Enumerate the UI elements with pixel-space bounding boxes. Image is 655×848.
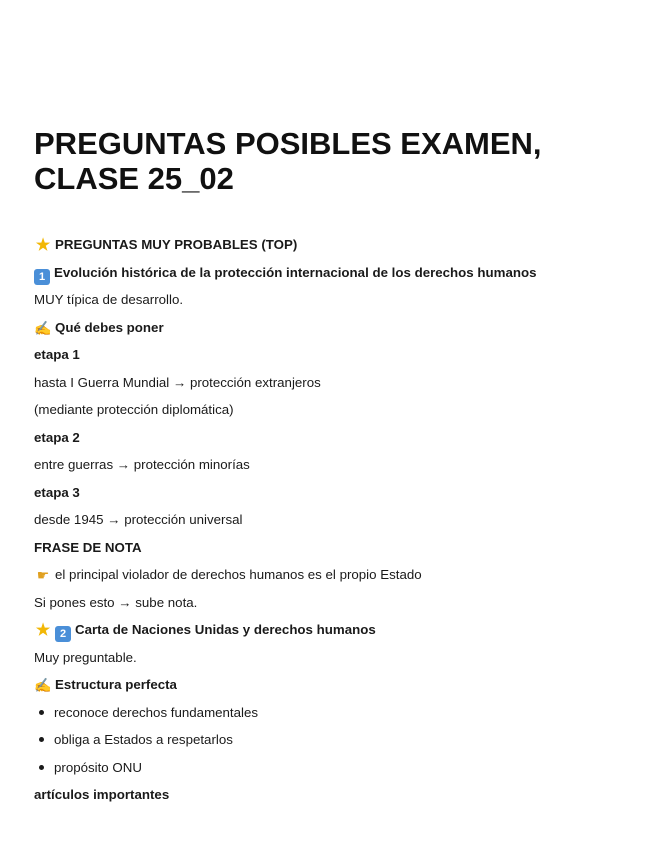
structure-heading-text: Estructura perfecta — [55, 677, 177, 692]
list-item-text: propósito ONU — [54, 759, 142, 775]
writing-hand-icon: ✍ — [34, 677, 52, 693]
document-page — [34, 126, 634, 809]
bullet-dot — [39, 710, 44, 715]
list-item — [34, 699, 634, 727]
structure-list — [34, 699, 634, 782]
articles-label: artículos importantes — [34, 787, 170, 802]
star-icon: ★ — [35, 622, 51, 639]
title-line-1: PREGUNTAS POSIBLES EXAMEN, — [34, 126, 542, 161]
pointing-hand-icon: ☛ — [36, 567, 50, 583]
key-phrase-text: el principal violador de derechos humanos es el propio Estado — [55, 567, 422, 582]
question-2-note: Muy preguntable. — [34, 649, 137, 665]
stage-2-text: entre guerras → protección minorías — [34, 457, 250, 472]
question-2-heading — [34, 616, 634, 644]
key-phrase-label: FRASE DE NOTA — [34, 539, 142, 555]
keycap-number-icon: 1 — [34, 269, 50, 285]
document-body — [34, 231, 634, 809]
list-item-text: reconoce derechos fundamentales — [54, 704, 259, 720]
page-title — [34, 126, 634, 196]
key-phrase-tip: Si pones esto → sube nota. — [34, 594, 198, 610]
stage-3-label: etapa 3 — [34, 484, 80, 500]
list-item-text: obliga a Estados a respetarlos — [54, 732, 233, 747]
question-2-title: Carta de Naciones Unidas y derechos humanos — [75, 622, 376, 637]
stage-2-label: etapa 2 — [34, 429, 80, 445]
stage-1-detail: (mediante protección diplomática) — [34, 402, 234, 417]
bullet-dot — [39, 737, 44, 742]
list-item — [34, 726, 634, 754]
stage-1-text: hasta I Guerra Mundial → protección extranjeros — [34, 374, 321, 390]
keycap-number-icon: 2 — [55, 626, 71, 642]
question-1-note: MUY típica de desarrollo. — [34, 292, 184, 307]
stage-1-label: etapa 1 — [34, 347, 80, 362]
bullet-dot — [39, 765, 44, 770]
what-to-write-heading — [34, 314, 634, 342]
question-1-title: Evolución histórica de la protección internacional de los derechos humanos — [54, 264, 537, 280]
list-item — [34, 754, 634, 782]
star-icon: ★ — [35, 237, 51, 254]
section-heading-text: PREGUNTAS MUY PROBABLES (TOP) — [55, 237, 298, 252]
structure-heading — [34, 671, 634, 699]
question-1-heading — [34, 259, 634, 287]
stage-3-text: desde 1945 → protección universal — [34, 512, 243, 527]
key-phrase — [34, 561, 634, 589]
what-to-write-text: Qué debes poner — [55, 319, 164, 335]
section-heading-top — [34, 231, 634, 259]
title-line-2: CLASE 25_02 — [34, 161, 234, 196]
writing-hand-icon: ✍ — [34, 319, 52, 336]
